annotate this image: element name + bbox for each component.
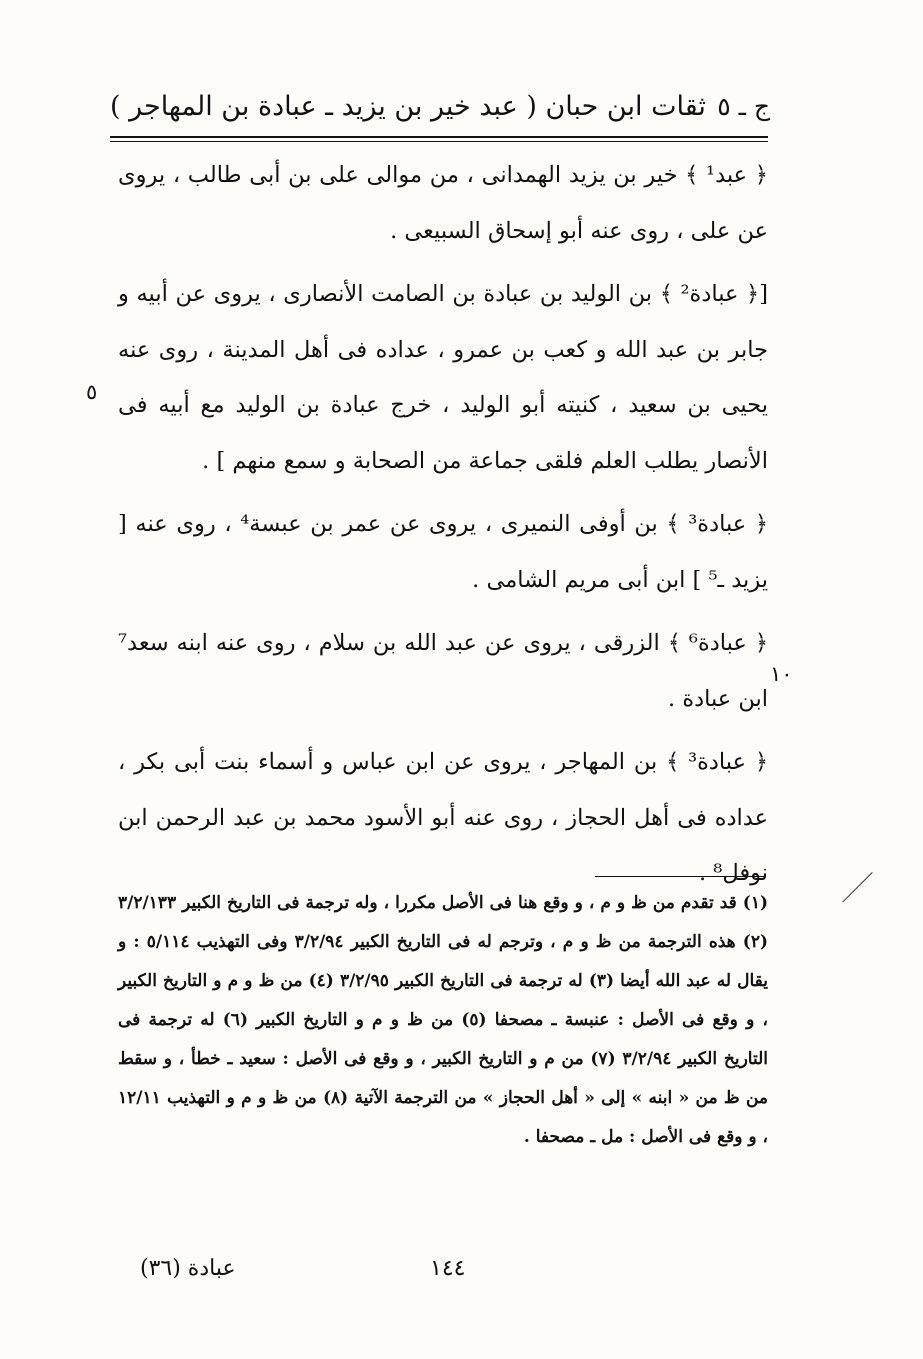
running-header bbox=[110, 86, 770, 126]
volume-number: ج ـ ٥ bbox=[717, 91, 770, 121]
entry-ubada-ibn-awfa: ﴿ عبادة³ ﴾ بن أوفى النميرى ، يروى عن عمر بن عبسة⁴ ، روى عنه [ يزيد ـ⁵ ] ابن أبى مريم الشامى . bbox=[118, 511, 769, 593]
entry-ubada-ibn-al-muhajir: ﴿ عبادة³ ﴾ بن المهاجر ، يروى عن ابن عباس و أسماء بنت أبى بكر ، عداده فى أهل الحجاز ، روى عنه أبو الأسود محمد بن عبد الرحمن ابن نوفل⁸ . bbox=[118, 749, 769, 886]
entry-ubada-al-zuraqi: ﴿ عبادة⁶ ﴾ الزرقى ، يروى عن عبد الله بن سلام ، روى عنه ابنه سعد⁷ ابن عبادة . bbox=[118, 630, 769, 712]
page-footer bbox=[140, 1256, 730, 1292]
line-number-5: ٥ bbox=[86, 380, 98, 404]
entry-ubada-ibn-al-walid: [﴿ عبادة² ﴾ بن الوليد بن عبادة بن الصامت الأنصارى ، يروى عن أبيه و جابر بن عبد الله و كعب بن عمرو ، عداده فى أهل المدينة ، روى عنه يحيى بن سعيد ، كنيته أبو الوليد ، خرج عبادة بن الوليد مع أبيه فى الأنصار يطلب العلم فلقى جماعة من الصحابة و سمع منهم ] . bbox=[118, 281, 768, 474]
footnote-separator bbox=[595, 876, 765, 877]
footer-section: عبادة (٣٦) bbox=[140, 1256, 236, 1281]
header-rule-thick bbox=[110, 136, 768, 138]
entry-abd-khayr: ﴿ عبد¹ ﴾ خير بن يزيد الهمدانى ، من موالى على بن أبى طالب ، يروى عن على ، روى عنه أبو إسحاق السبيعى . bbox=[118, 162, 768, 244]
scan-mark bbox=[842, 872, 872, 902]
main-text bbox=[118, 148, 768, 902]
book-title: ثقات ابن حبان ( عبد خير بن يزيد ـ عبادة بن المهاجر ) bbox=[110, 90, 706, 122]
page-number: ١٤٤ bbox=[430, 1256, 466, 1281]
line-number-10: ١٠ bbox=[770, 662, 793, 686]
footnotes: (١) قد تقدم من ظ و م ، و وقع هنا فى الأصل مكررا ، وله ترجمة فى التاريخ الكبير ٣/٢/١٣٣ (٢) هذه الترجمة من ظ و م ، وترجم له فى التاريخ الكبير ٣/٢/٩٤ وفى التهذيب ٥/١١٤ : و يقال له عبد الله أيضا (٣) له ترجمة فى التاريخ الكبير ٣/٢/٩٥ (٤) من ظ و م و التاريخ الكبير ، و وقع فى الأصل : عنبسة ـ مصحفا (٥) من ظ و م و التاريخ الكبير (٦) له ترجمة فى التاريخ الكبير ٣/٢/٩٤ (٧) من م و التاريخ الكبير ، و وقع فى الأصل : سعيد ـ خطأ ، و سقط من ظ من « ابنه » إلى « أهل الحجاز » من الترجمة الآتية (٨) من ظ و م و التهذيب ١٢/١١ ، و وقع فى الأصل : مل ـ مصحفا . bbox=[118, 893, 769, 1147]
header-rule-thin bbox=[110, 141, 768, 142]
